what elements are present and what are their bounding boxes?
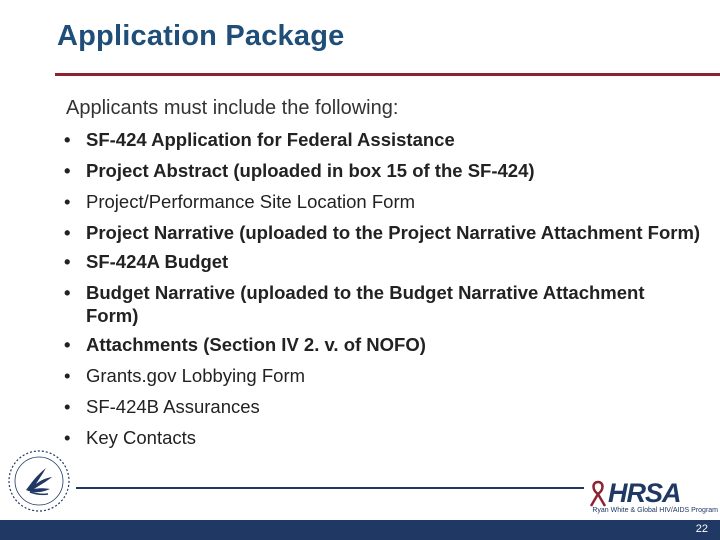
list-item-text: Grants.gov Lobbying Form bbox=[86, 365, 306, 386]
list-item bbox=[62, 395, 702, 418]
list-item-text: Attachments (Section IV 2. v. of NOFO) bbox=[86, 334, 426, 355]
list-item-text: Key Contacts bbox=[86, 427, 197, 448]
bullet-icon: • bbox=[64, 365, 71, 386]
list-item-text: Project Abstract (uploaded in box 15 of the SF-424) bbox=[86, 160, 535, 181]
bullet-icon: • bbox=[64, 222, 71, 243]
list-item bbox=[62, 190, 702, 213]
list-item bbox=[62, 250, 702, 273]
requirements-list bbox=[62, 128, 702, 457]
ribbon-icon bbox=[588, 480, 608, 508]
list-item-text: SF-424B Assurances bbox=[86, 396, 260, 417]
list-item-text: Project/Performance Site Location Form bbox=[86, 191, 416, 212]
bullet-icon: • bbox=[64, 396, 71, 417]
list-item bbox=[62, 426, 702, 449]
footer-bar bbox=[0, 520, 720, 540]
list-item bbox=[62, 221, 702, 244]
list-item bbox=[62, 364, 702, 387]
bullet-icon: • bbox=[64, 427, 71, 448]
list-item bbox=[62, 281, 702, 327]
list-item-text: SF-424 Application for Federal Assistance bbox=[86, 129, 455, 150]
hhs-seal-icon bbox=[6, 448, 72, 514]
bullet-icon: • bbox=[64, 160, 71, 181]
list-item-text: Budget Narrative (uploaded to the Budget Narrative Attachment Form) bbox=[86, 282, 645, 326]
list-item bbox=[62, 159, 702, 182]
logo-tagline: Ryan White & Global HIV/AIDS Program bbox=[592, 507, 718, 514]
hrsa-logo bbox=[588, 478, 718, 516]
list-item-text: Project Narrative (uploaded to the Project Narrative Attachment Form) bbox=[86, 222, 701, 243]
intro-text: Applicants must include the following: bbox=[66, 97, 399, 119]
list-item-text: SF-424A Budget bbox=[86, 251, 229, 272]
bullet-icon: • bbox=[64, 129, 71, 150]
footer-divider bbox=[76, 487, 584, 489]
list-item bbox=[62, 333, 702, 356]
page-number: 22 bbox=[695, 523, 708, 535]
list-item bbox=[62, 128, 702, 151]
bullet-icon: • bbox=[64, 191, 71, 212]
bullet-icon: • bbox=[64, 334, 71, 355]
slide-title: Application Package bbox=[57, 20, 345, 52]
title-divider bbox=[55, 73, 720, 76]
bullet-icon: • bbox=[64, 282, 71, 303]
logo-wordmark: HRSA bbox=[608, 478, 681, 508]
bullet-icon: • bbox=[64, 251, 71, 272]
